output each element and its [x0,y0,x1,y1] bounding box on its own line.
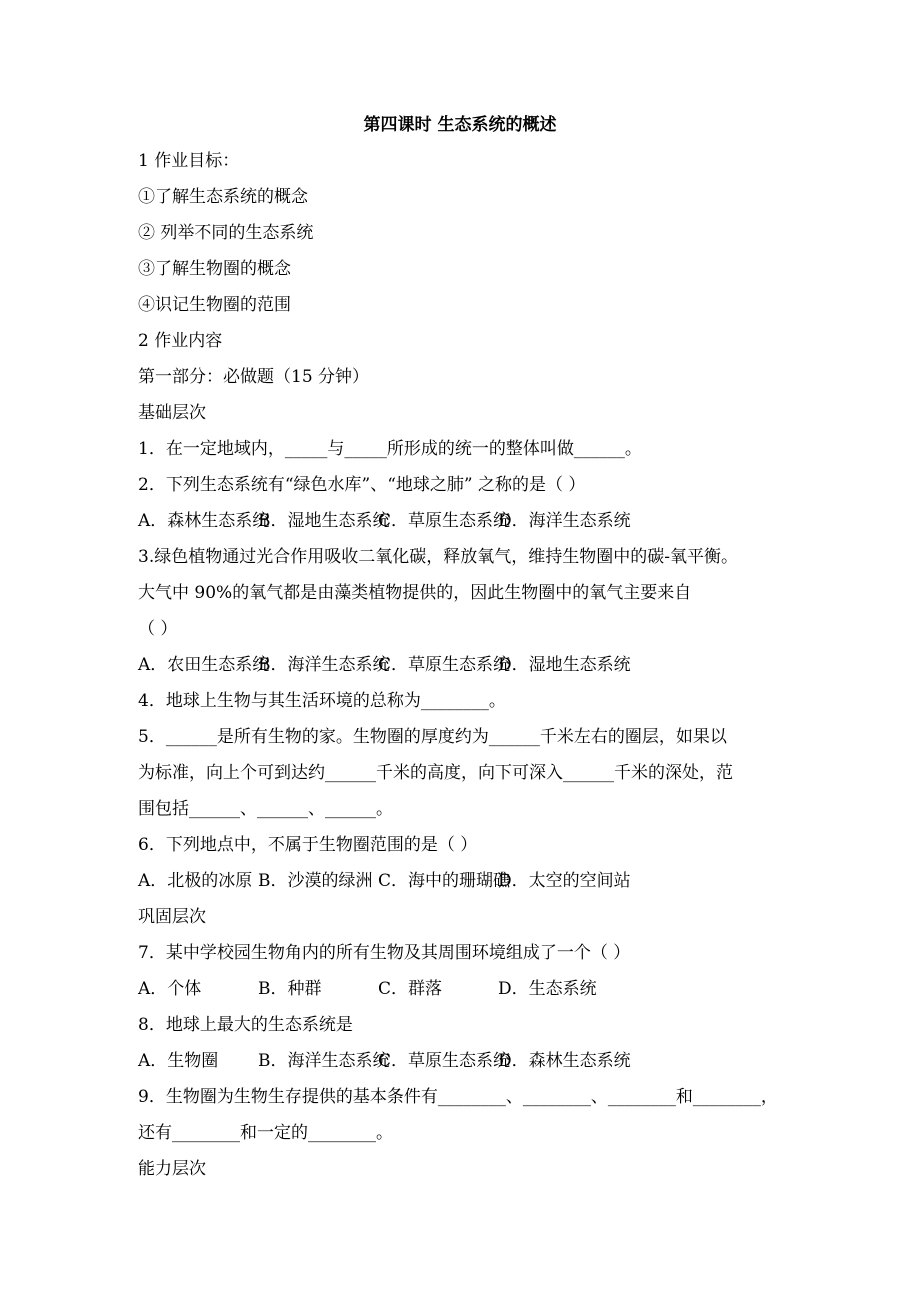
document-page [0,107,920,1187]
goal-item: ④识记生物圈的范围 [138,295,291,315]
part1-heading: 第一部分：必做题（15 分钟） [138,367,370,387]
option-d: D．海洋生态系统 [498,511,631,531]
question-2-options [0,503,920,539]
goal-item: ①了解生态系统的概念 [138,187,308,207]
option-c: C．海中的珊瑚礁 [378,871,511,891]
option-d: D．湿地生态系统 [498,655,631,675]
question-7: 7．某中学校园生物角内的所有生物及其周围环境组成了一个（ ） [138,943,631,963]
page-title: 第四课时 生态系统的概述 [363,115,557,135]
question-9-line: 9．生物圈为生物生存提供的基本条件有________、________、________和________， [138,1087,778,1107]
option-d: D．森林生态系统 [498,1051,631,1071]
option-c: C．群落 [378,979,443,999]
level-consolidate-heading: 巩固层次 [138,907,206,927]
question-6: 6．下列地点中，不属于生物圈范围的是（ ） [138,835,478,855]
option-b: B．种群 [258,979,322,999]
question-4: 4．地球上生物与其生活环境的总称为________。 [138,691,506,711]
question-5-line: 5．______是所有生物的家。生物圈的厚度约为______千米左右的圈层，如果以 [138,727,727,747]
option-c: C．草原生态系统 [378,655,511,675]
option-c: C．草原生态系统 [378,511,511,531]
question-7-options [0,971,920,1007]
question-3-line: 大气中 90%的氧气都是由藻类植物提供的，因此生物圈中的氧气主要来自 [138,583,692,603]
option-a: A．农田生态系统 [138,655,270,675]
option-a: A．北极的冰原 [138,871,253,891]
question-3-options [0,647,920,683]
option-a: A．生物圈 [138,1051,219,1071]
question-6-options [0,863,920,899]
option-b: B．海洋生态系统 [258,1051,390,1071]
question-2: 2．下列生态系统有“绿色水库”、“地球之肺” 之称的是（ ） [138,475,586,495]
level-basic-heading: 基础层次 [138,403,206,423]
option-a: A．森林生态系统 [138,511,270,531]
goals-heading: 1 作业目标： [138,151,240,171]
goal-item: ② 列举不同的生态系统 [138,223,314,243]
option-b: B．沙漠的绿洲 [258,871,373,891]
option-b: B．海洋生态系统 [258,655,390,675]
option-d: D．生态系统 [498,979,597,999]
question-3-line: 3.绿色植物通过光合作用吸收二氧化碳，释放氧气，维持生物圈中的碳-氧平衡。 [138,547,738,567]
question-1: 1．在一定地域内，_____与_____所形成的统一的整体叫做______。 [138,439,642,459]
question-5-line: 围包括______、______、______。 [138,799,393,819]
option-a: A．个体 [138,979,202,999]
option-c: C．草原生态系统 [378,1051,511,1071]
option-b: B．湿地生态系统 [258,511,390,531]
question-3-line: （ ） [138,619,178,639]
question-9-line: 还有________和一定的________。 [138,1123,393,1143]
content-heading: 2 作业内容 [138,331,223,351]
question-8-options [0,1043,920,1079]
question-5-line: 为标准，向上个可到达约______千米的高度，向下可深入______千米的深处，范 [138,763,733,783]
option-d: D．太空的空间站 [498,871,631,891]
level-ability-heading: 能力层次 [138,1159,206,1179]
question-8: 8．地球上最大的生态系统是 [138,1015,353,1035]
goal-item: ③了解生物圈的概念 [138,259,291,279]
